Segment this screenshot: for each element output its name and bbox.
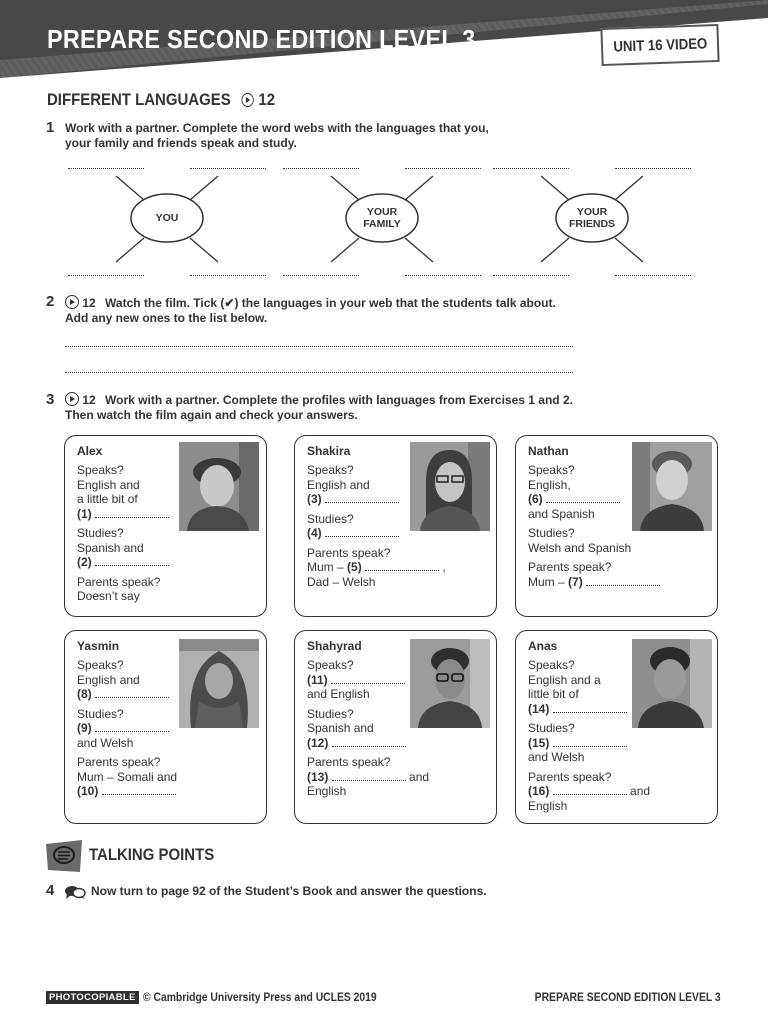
track-number: 12: [82, 393, 96, 407]
parents-line-2: English: [528, 798, 568, 813]
blank-number: (11): [307, 672, 328, 687]
speech-bubble-icon: [46, 840, 82, 872]
studies-line-1: Welsh and Spanish: [528, 540, 632, 555]
section-title-text: DIFFERENT LANGUAGES: [47, 90, 231, 109]
word-web-label-line-2: FRIENDS: [568, 218, 616, 230]
parents-label: Parents speak?: [77, 755, 161, 769]
exercise-2-instructions: [65, 295, 556, 326]
speaks-line-2: a little bit of: [77, 492, 138, 506]
blank-number: (15): [528, 735, 550, 750]
speaks-line-2: little bit of: [528, 687, 579, 701]
exercise-3-number: 3: [46, 391, 55, 408]
studies-label: Studies?: [528, 721, 575, 735]
parents-prefix: Mum –: [307, 560, 344, 574]
answer-blank[interactable]: [102, 784, 176, 795]
speaks-line-1: English and: [77, 672, 140, 687]
answer-line[interactable]: [405, 274, 481, 276]
profile-card-anas: [515, 630, 718, 824]
play-icon: [65, 392, 79, 406]
profile-card-nathan: [515, 435, 718, 617]
exercise-3-instructions: [65, 392, 573, 423]
track-number: 12: [82, 296, 96, 310]
answer-line[interactable]: [68, 167, 144, 169]
copyright-text: © Cambridge University Press and UCLES 2019: [142, 991, 377, 1004]
studies-after: and Welsh: [528, 750, 585, 764]
exercise-4-number: 4: [46, 882, 55, 899]
profile-card-alex: [64, 435, 267, 617]
section-title: [47, 90, 275, 110]
speaks-label: Speaks?: [77, 658, 124, 672]
parents-blank-row: [307, 560, 446, 575]
profile-name: Anas: [528, 639, 558, 653]
blank-number: (16): [528, 784, 550, 798]
profile-name: Yasmin: [77, 639, 120, 653]
exercise-1-instructions: [65, 121, 489, 151]
answer-blank[interactable]: [546, 492, 620, 503]
answer-line[interactable]: [283, 167, 359, 169]
speaks-label: Speaks?: [307, 463, 354, 477]
word-web-label-line-1: YOU: [155, 212, 179, 224]
footer-right: PREPARE SECOND EDITION LEVEL 3: [535, 992, 721, 1004]
word-web-you: [66, 160, 286, 282]
exercise-1-line-1: Work with a partner. Complete the word webs with the languages that you,: [65, 121, 489, 135]
answer-line[interactable]: [283, 274, 359, 276]
parents-blank-row: [307, 770, 429, 785]
profile-body: [307, 658, 429, 799]
answer-blank[interactable]: [553, 702, 627, 713]
studies-after: and Welsh: [77, 735, 134, 750]
studies-line-1: Spanish and: [77, 540, 144, 555]
speaks-line-1: English,: [528, 477, 571, 492]
profile-body: [77, 658, 177, 799]
answer-blank[interactable]: [331, 673, 405, 684]
footer-left: [46, 991, 402, 1004]
blank-number: (4): [307, 526, 322, 540]
parents-line-1: Mum – Somali and: [77, 769, 178, 784]
answer-line[interactable]: [615, 167, 691, 169]
answer-blank[interactable]: [332, 736, 406, 747]
unit-badge: [600, 24, 719, 66]
word-web-your-family: [281, 160, 501, 282]
blank-number: (5): [347, 560, 362, 574]
speaks-after: and English: [307, 687, 370, 701]
studies-blank-row: [307, 736, 429, 751]
profile-name: Shahyrad: [307, 639, 362, 653]
profile-card-yasmin: [64, 630, 267, 824]
word-web-label: [346, 205, 418, 231]
speaks-blank-row: [307, 673, 429, 688]
answer-blank[interactable]: [95, 687, 169, 698]
profile-name: Shakira: [307, 444, 351, 458]
speaks-blank-row: [528, 702, 650, 717]
answer-blank[interactable]: [586, 575, 660, 586]
exercise-2-line-1: [65, 295, 556, 311]
answer-blank[interactable]: [95, 721, 169, 732]
speaks-label: Speaks?: [528, 463, 575, 477]
exercise-3-line-2: Then watch the film again and check your answers.: [65, 408, 358, 422]
speaks-blank-row: [77, 687, 177, 702]
section-track-number: 12: [258, 90, 276, 109]
studies-label: Studies?: [528, 526, 575, 540]
parents-suffix: and: [630, 784, 651, 798]
studies-label: Studies?: [77, 526, 124, 540]
answer-line[interactable]: [615, 274, 691, 276]
answer-line[interactable]: [493, 167, 569, 169]
word-web-label: [131, 205, 203, 231]
studies-blank-row: [77, 555, 169, 570]
studies-blank-row: [77, 721, 177, 736]
blank-number: (10): [77, 784, 99, 798]
blank-number: (6): [528, 492, 543, 506]
answer-blank[interactable]: [553, 736, 627, 747]
exercise-2-number: 2: [46, 293, 55, 310]
play-icon: [65, 295, 79, 309]
parents-label: Parents speak?: [307, 755, 391, 769]
parents-line-2: Dad – Welsh: [307, 574, 376, 589]
exercise-1-line-2: your family and friends speak and study.: [65, 136, 297, 150]
unit-badge-label: UNIT 16 VIDEO: [612, 34, 708, 56]
exercise-4-instructions: Now turn to page 92 of the Student’s Book and answer the questions.: [91, 884, 487, 898]
answer-line[interactable]: [68, 274, 144, 276]
speaks-label: Speaks?: [77, 463, 124, 477]
exercise-2-line-1-text: Watch the film. Tick (✔) the languages in your web that the students talk about.: [105, 296, 556, 310]
studies-blank-row: [307, 526, 446, 541]
parents-suffix: and: [409, 769, 430, 784]
discussion-icon: [64, 884, 86, 900]
speaks-line-1: English and: [77, 477, 140, 492]
answer-blank[interactable]: [95, 507, 169, 518]
parents-suffix: ,: [442, 560, 446, 574]
blank-number: (7): [568, 574, 583, 589]
parents-prefix: Mum –: [528, 574, 565, 589]
parents-label: Parents speak?: [528, 560, 612, 574]
answer-line[interactable]: [65, 372, 573, 373]
speaks-line-1: English and: [307, 477, 370, 492]
parents-blank-row: [528, 784, 650, 799]
profile-name: Alex: [77, 444, 103, 458]
speaks-after: and Spanish: [528, 506, 595, 521]
profile-body: [528, 463, 660, 589]
studies-label: Studies?: [307, 511, 354, 526]
speaks-label: Speaks?: [307, 658, 354, 672]
blank-number: (2): [77, 555, 92, 569]
answer-line[interactable]: [65, 346, 573, 347]
answer-blank[interactable]: [365, 560, 439, 571]
exercise-3-line-1-text: Work with a partner. Complete the profiles with languages from Exercises 1 and 2.: [105, 393, 573, 407]
profile-body: [77, 463, 169, 604]
word-web-label-line-1: YOUR: [576, 206, 608, 218]
exercise-3-line-1: [65, 392, 573, 408]
answer-line[interactable]: [405, 167, 481, 169]
student-photo: [179, 639, 259, 728]
profile-body: [307, 463, 446, 589]
photocopiable-badge: PHOTOCOPIABLE: [46, 991, 139, 1004]
speaks-blank-row: [77, 507, 169, 522]
play-icon: [242, 93, 254, 107]
blank-number: (3): [307, 492, 322, 506]
word-web-your-friends: [491, 160, 711, 282]
page-title: PREPARE SECOND EDITION LEVEL 3: [47, 24, 476, 54]
blank-number: (8): [77, 687, 92, 701]
blank-number: (14): [528, 701, 550, 716]
parents-blank-row: [77, 784, 177, 799]
word-web-label-line-2: FAMILY: [363, 218, 401, 230]
answer-blank[interactable]: [95, 555, 169, 566]
exercise-2-line-2: Add any new ones to the list below.: [65, 311, 268, 325]
parents-line-2: English: [307, 784, 347, 798]
speaks-blank-row: [528, 492, 660, 507]
profile-card-shakira: [294, 435, 497, 617]
answer-blank[interactable]: [325, 492, 399, 503]
word-web-label-line-1: YOUR: [366, 206, 398, 218]
answer-line[interactable]: [493, 274, 569, 276]
profile-card-shahyrad: [294, 630, 497, 824]
student-photo: [179, 442, 259, 531]
parents-label: Parents speak?: [77, 574, 161, 589]
speaks-label: Speaks?: [528, 658, 575, 672]
word-web-label: [556, 205, 628, 231]
parents-blank-row: [528, 575, 660, 590]
talking-points-title: TALKING POINTS: [89, 845, 215, 864]
studies-blank-row: [528, 736, 650, 751]
blank-number: (1): [77, 506, 92, 521]
answer-blank[interactable]: [325, 526, 399, 537]
blank-number: (12): [307, 735, 329, 750]
answer-line[interactable]: [190, 167, 266, 169]
answer-line[interactable]: [190, 274, 266, 276]
speaks-blank-row: [307, 492, 446, 507]
parents-label: Parents speak?: [307, 545, 391, 560]
profile-body: [528, 658, 650, 813]
parents-line-1: Doesn’t say: [77, 589, 140, 603]
parents-label: Parents speak?: [528, 769, 612, 784]
blank-number: (13): [307, 769, 329, 784]
studies-line-1: Spanish and: [307, 721, 374, 735]
profile-name: Nathan: [528, 444, 569, 458]
speaks-line-1: English and a: [528, 672, 601, 687]
exercise-1-number: 1: [46, 119, 55, 136]
blank-number: (9): [77, 721, 92, 735]
answer-blank[interactable]: [332, 770, 406, 781]
studies-label: Studies?: [77, 706, 124, 721]
answer-blank[interactable]: [553, 784, 627, 795]
studies-label: Studies?: [307, 706, 354, 721]
